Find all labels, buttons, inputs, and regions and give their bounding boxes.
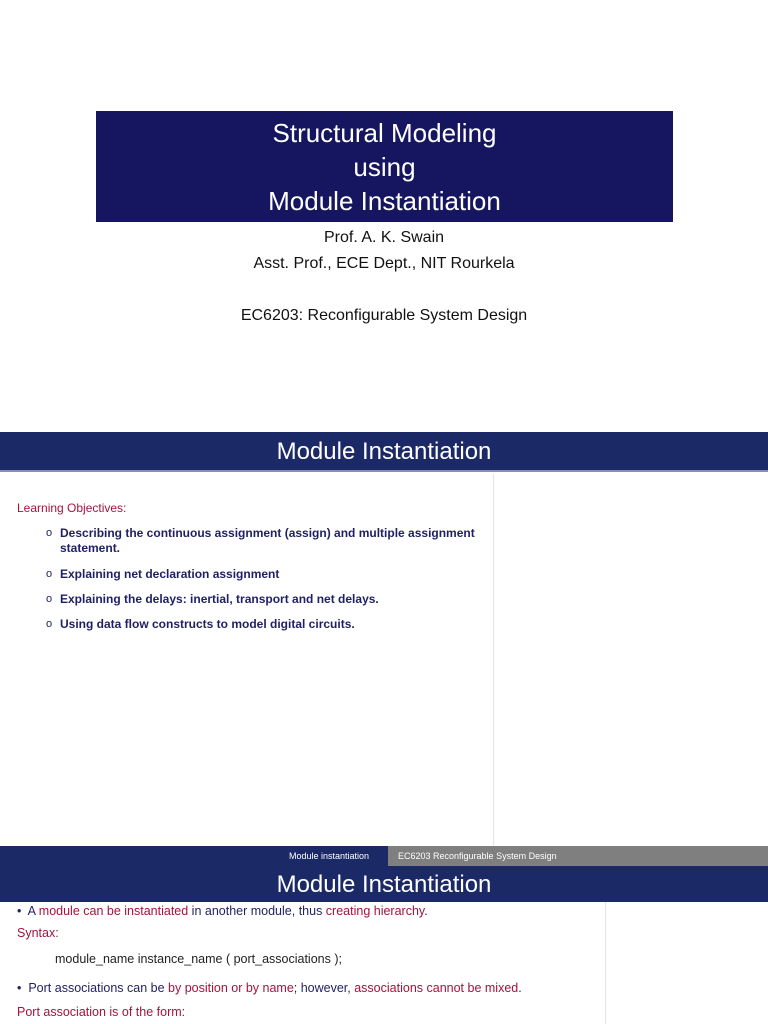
highlight-text: creating hierarchy [325, 904, 425, 918]
slide-footer [0, 846, 768, 866]
objective-item [46, 592, 486, 607]
syntax-code: module_name instance_name ( port_associations ); [55, 952, 342, 966]
footer-left-label: Module instantiation [288, 851, 370, 861]
title-box [96, 111, 673, 222]
objective-text: Describing the continuous assignment (assign) and multiple assignment statement. [60, 526, 475, 555]
objectives-heading: Learning Objectives: [17, 501, 127, 515]
objective-text: Explaining the delays: inertial, transport and net delays. [60, 592, 379, 606]
hollow-bullet-icon: o [46, 568, 53, 580]
hollow-bullet-icon: o [46, 618, 53, 630]
slide-header-title: Module Instantiation [276, 871, 492, 898]
objective-item [46, 617, 486, 632]
column-divider [605, 902, 606, 1024]
bullet-line-port-associations: • Port associations can be by position or by name; however, associations cannot be mixed. [17, 981, 522, 995]
header-divider [0, 470, 768, 472]
course-title: EC6203: Reconfigurable System Design [240, 307, 528, 324]
footer-right-label: EC6203 Reconfigurable System Design [388, 846, 768, 866]
title-slide [0, 0, 768, 432]
objectives-slide [0, 432, 768, 846]
objective-text: Using data flow constructs to model digital circuits. [60, 617, 355, 631]
author-affiliation: Asst. Prof., ECE Dept., NIT Rourkela [253, 255, 515, 272]
objective-text: Explaining net declaration assignment [60, 567, 280, 581]
highlight-text: associations cannot be mixed [354, 981, 519, 995]
hollow-bullet-icon: o [46, 527, 53, 539]
title-line-3: Module Instantiation [268, 185, 501, 216]
instantiation-slide [0, 846, 768, 1024]
objective-item [46, 526, 486, 556]
title-line-1: Structural Modeling [272, 117, 497, 148]
syntax-label: Syntax: [17, 926, 59, 940]
highlight-text: module can be instantiated [38, 904, 189, 918]
slide-header [0, 866, 768, 902]
bullet-icon: • [17, 904, 22, 918]
slide-header [0, 432, 768, 472]
title-line-2: using [353, 151, 416, 182]
column-divider [493, 474, 494, 846]
highlight-text: by position or by name [168, 981, 294, 995]
port-association-label: Port association is of the form: [17, 1005, 186, 1019]
objective-item [46, 567, 486, 582]
author-name: Prof. A. K. Swain [323, 229, 445, 246]
slide-header-title: Module Instantiation [276, 438, 492, 465]
hollow-bullet-icon: o [46, 593, 53, 605]
bullet-icon: • [17, 981, 22, 995]
bullet-line-hierarchy: • A module can be instantiated in another module, thus creating hierarchy. [17, 904, 428, 918]
